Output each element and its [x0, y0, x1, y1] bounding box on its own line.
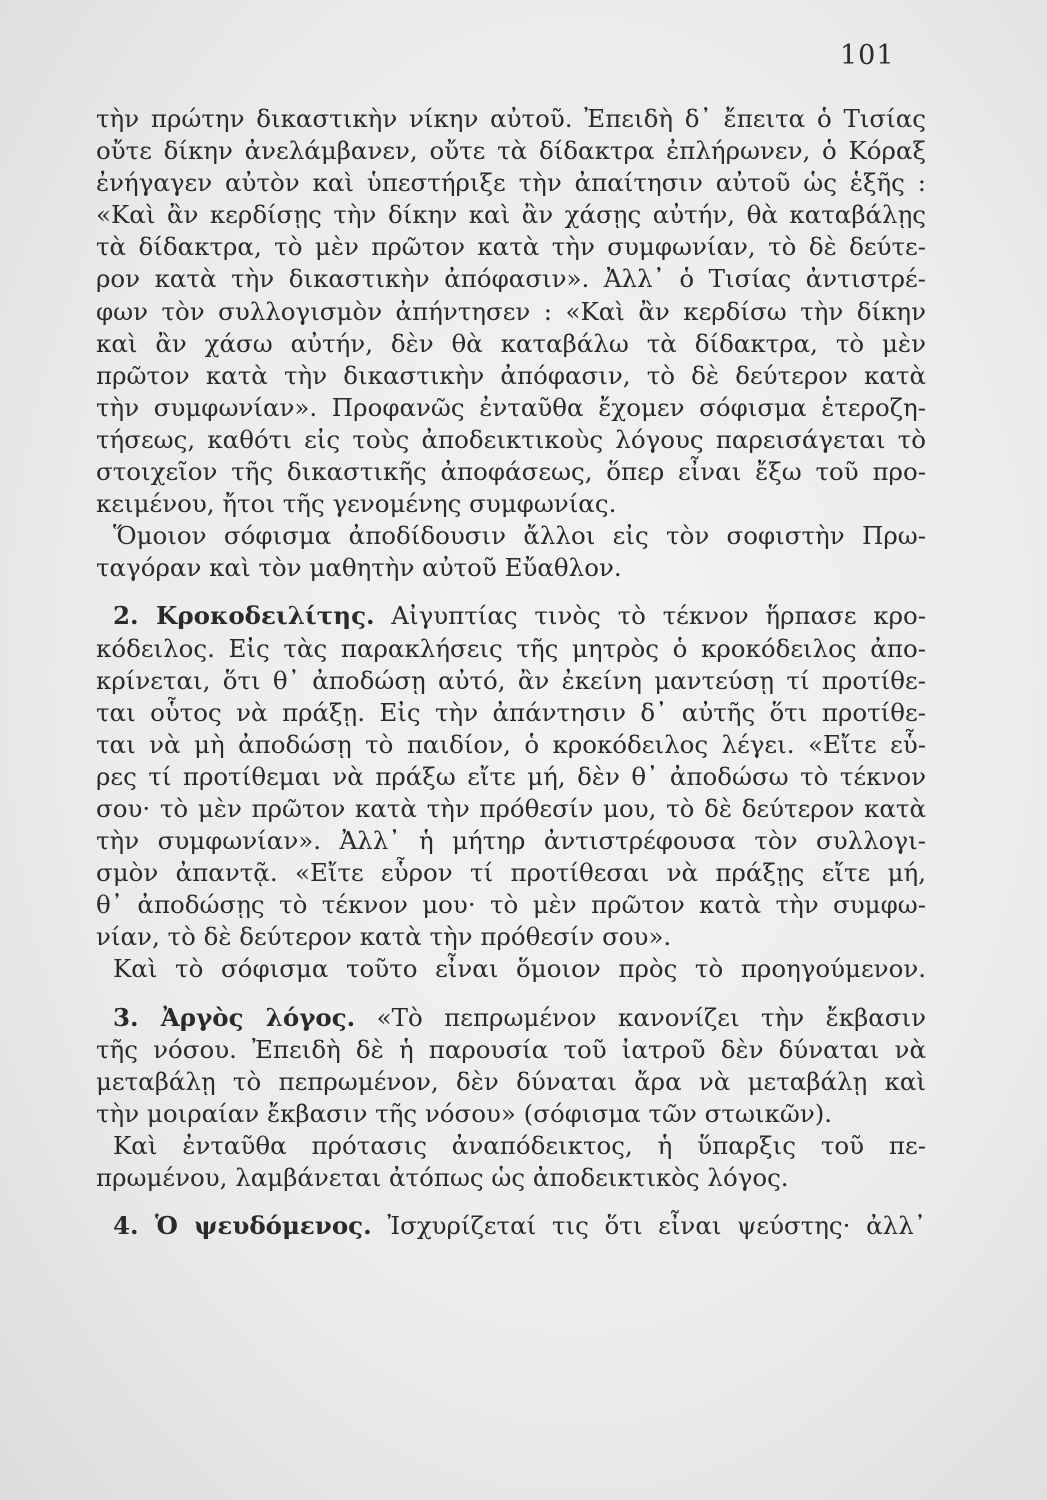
text-block [96, 103, 926, 1242]
text-line: κρίνεται, ὅτι θ᾿ ἀποδώσῃ αὐτό, ἂν ἐκείνη μαντεύσῃ τί προτίθε- [96, 665, 926, 695]
text-line: στοιχεῖον τῆς δικαστικῆς ἀποφάσεως, ὅπερ εἶναι ἔξω τοῦ προ- [96, 457, 926, 487]
paragraph-destiny [96, 1130, 926, 1194]
section-gap [96, 1194, 926, 1210]
text-line: νίαν, τὸ δὲ δεύτερον κατὰ τὴν πρόθεσίν σου». [96, 922, 672, 952]
text-line: ρον κατὰ τὴν δικαστικὴν ἀπόφασιν». Ἀλλ᾿ ὁ Τισίας ἀντιστρέ- [96, 264, 926, 294]
section-heading: 3. Ἀργὸς λόγος. [113, 1002, 356, 1032]
text-line: κόδειλος. Εἰς τὰς παρακλήσεις τῆς μητρὸς ὁ κροκόδειλος ἀπο- [96, 633, 926, 663]
text-line: σμὸν ἀπαντᾷ. «Εἴτε εὗρον τί προτίθεσαι νὰ πράξῃς εἴτε μή, [96, 858, 926, 888]
text-line: κειμένου, ἤτοι τῆς γενομένης συμφωνίας. [96, 489, 617, 519]
text-fragment: Αἰγυπτίας τινὸς τὸ τέκνον ἥρπασε κρο- [391, 601, 926, 631]
text-line: τὴν συμφωνίαν». Προφανῶς ἐνταῦθα ἔχομεν σόφισμα ἑτεροζη- [96, 392, 926, 422]
text-line: τήσεως, καθότι εἰς τοὺς ἀποδεικτικοὺς λόγους παρεισάγεται τὸ [96, 424, 926, 454]
text-line: θ᾿ ἀποδώσῃς τὸ τέκνον μου· τὸ μὲν πρῶτον κατὰ τὴν συμφω- [96, 890, 926, 920]
paragraph-protagoras [96, 520, 926, 584]
text-line: σου· τὸ μὲν πρῶτον κατὰ τὴν πρόθεσίν μου, τὸ δὲ δεύτερον κατὰ [96, 793, 926, 823]
section-heading: 2. Κροκοδειλίτης. [113, 601, 375, 631]
paragraph-similar [96, 953, 926, 985]
text-line: καὶ ἂν χάσω αὐτήν, δὲν θὰ καταβάλω τὰ δίδακτρα, τὸ μὲν [96, 328, 926, 358]
text-line: Ὅμοιον σόφισμα ἀποδίδουσιν ἄλλοι εἰς τὸν σοφιστὴν Πρω- [113, 521, 926, 551]
section-liar [96, 1210, 926, 1242]
text-line: τὴν μοιραίαν ἔκβασιν τῆς νόσου» (σόφισμα τῶν στωικῶν). [96, 1098, 833, 1128]
section-first-line [96, 1002, 926, 1034]
text-line: ται οὗτος νὰ πράξῃ. Εἰς τὴν ἀπάντησιν δ᾿ αὐτῆς ὅτι προτίθε- [96, 697, 926, 727]
section-argos-logos [96, 1002, 926, 1130]
paragraph-tisias [96, 103, 926, 520]
text-line: τῆς νόσου. Ἐπειδὴ δὲ ἡ παρουσία τοῦ ἰατροῦ δὲν δύναται νὰ [96, 1034, 926, 1064]
text-line: πρῶτον κατὰ τὴν δικαστικὴν ἀπόφασιν, τὸ δὲ δεύτερον κατὰ [96, 360, 926, 390]
section-crocodile [96, 600, 926, 953]
text-line: ταγόραν καὶ τὸν μαθητὴν αὐτοῦ Εὔαθλον. [96, 553, 622, 583]
text-line: ρες τί προτίθεμαι νὰ πράξω εἴτε μή, δὲν θ᾿ ἀποδώσω τὸ τέκνον [96, 761, 926, 791]
section-gap [96, 986, 926, 1002]
text-line: ται νὰ μὴ ἀποδώσῃ τὸ παιδίον, ὁ κροκόδειλος λέγει. «Εἴτε εὗ- [96, 729, 926, 759]
text-line: τὴν συμφωνίαν». Ἀλλ᾿ ἡ μήτηρ ἀντιστρέφουσα τὸν συλλογι- [96, 826, 926, 856]
text-line: ἐνήγαγεν αὐτὸν καὶ ὑπεστήριξε τὴν ἀπαίτησιν αὐτοῦ ὡς ἑξῆς : [96, 168, 926, 198]
text-fragment: Ἰσχυρίζεταί τις ὅτι εἶναι ψεύστης· ἀλλ᾿ [387, 1211, 926, 1241]
text-line: φων τὸν συλλογισμὸν ἀπήντησεν : «Καὶ ἂν κερδίσω τὴν δίκην [96, 296, 926, 326]
text-line: Καὶ ἐνταῦθα πρότασις ἀναπόδεικτος, ἡ ὕπαρξις τοῦ πε- [113, 1130, 926, 1160]
text-line: «Καὶ ἂν κερδίσῃς τὴν δίκην καὶ ἂν χάσῃς αὐτήν, θὰ καταβάλῃς [96, 200, 926, 230]
section-gap [96, 584, 926, 600]
section-first-line [96, 1210, 926, 1242]
page-number: 101 [840, 40, 895, 71]
text-line: τὰ δίδακτρα, τὸ μὲν πρῶτον κατὰ τὴν συμφωνίαν, τὸ δὲ δεύτε- [96, 232, 926, 262]
text-line: τὴν πρώτην δικαστικὴν νίκην αὐτοῦ. Ἐπειδὴ δ᾿ ἔπειτα ὁ Τισίας [96, 104, 926, 133]
text-fragment: «Τὸ πεπρωμένον κανονίζει τὴν ἔκβασιν [376, 1002, 926, 1032]
text-line: Καὶ τὸ σόφισμα τοῦτο εἶναι ὅμοιον πρὸς τὸ προηγούμενον. [113, 954, 926, 984]
text-line: πρωμένου, λαμβάνεται ἀτόπως ὡς ἀποδεικτικὸς λόγος. [96, 1163, 789, 1192]
section-heading: 4. Ὁ ψευδόμενος. [113, 1211, 372, 1241]
text-line: οὔτε δίκην ἀνελάμβανεν, οὔτε τὰ δίδακτρα ἐπλήρωνεν, ὁ Κόραξ [96, 136, 926, 166]
section-first-line [96, 600, 926, 632]
text-line: μεταβάλῃ τὸ πεπρωμένον, δὲν δύναται ἄρα νὰ μεταβάλῃ καὶ [96, 1066, 926, 1096]
